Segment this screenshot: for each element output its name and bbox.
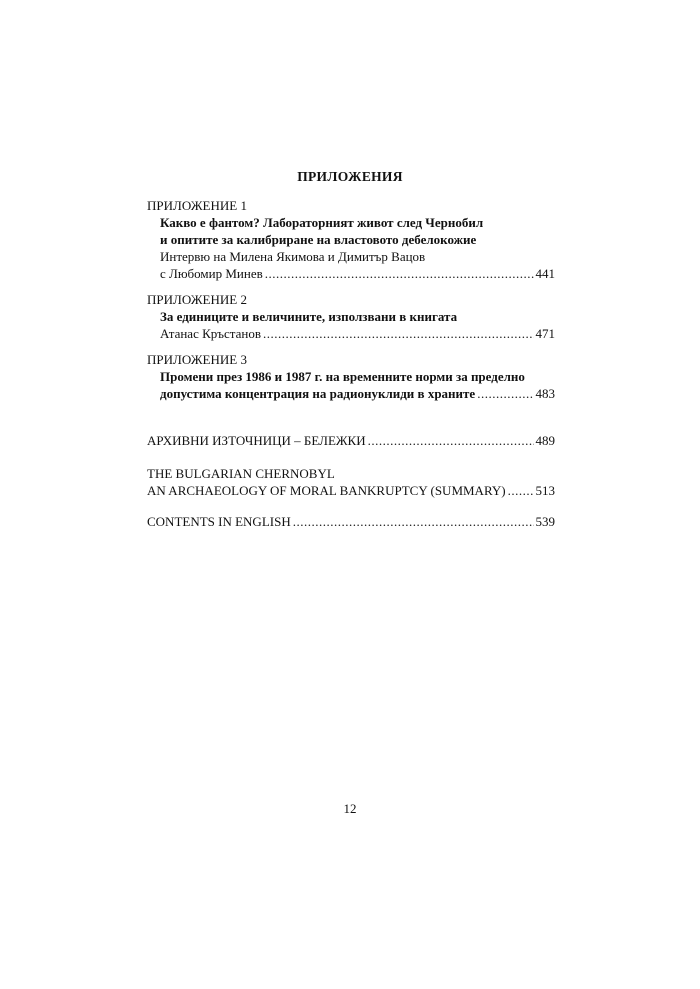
appendix-title-line: За единиците и величините, използвани в книгата xyxy=(160,309,458,324)
section-title: THE BULGARIAN CHERNOBYL xyxy=(147,466,335,481)
dot-leader xyxy=(368,432,534,449)
toc-leader-line xyxy=(147,325,555,342)
toc-leader-line xyxy=(147,432,555,449)
page-number: 12 xyxy=(343,801,357,816)
section-title: АРХИВНИ ИЗТОЧНИЦИ – БЕЛЕЖКИ xyxy=(147,433,366,448)
appendix-label: ПРИЛОЖЕНИЕ 1 xyxy=(147,198,247,213)
appendix-author-line: с Любомир Минев xyxy=(160,266,263,281)
toc-entry-appendix-1 xyxy=(147,197,555,282)
dot-leader xyxy=(263,325,534,342)
page-ref: 513 xyxy=(535,483,555,498)
page-ref: 471 xyxy=(535,326,555,341)
appendix-title-line: допустима концентрация на радионуклиди в храните xyxy=(160,386,476,401)
page-ref: 441 xyxy=(535,266,555,281)
section-title: AN ARCHAEOLOGY OF MORAL BANKRUPTCY (SUMMARY) xyxy=(147,483,506,498)
toc-leader-line xyxy=(147,265,555,282)
page-ref: 489 xyxy=(535,433,555,448)
appendix-title-line: Какво е фантом? Лабораторният живот след Чернобил xyxy=(160,215,484,230)
appendix-author-line: Атанас Кръстанов xyxy=(160,326,261,341)
dot-leader xyxy=(293,513,534,530)
toc-entry-appendix-3 xyxy=(147,351,555,402)
appendix-title-line: Промени през 1986 и 1987 г. на временните норми за пределно xyxy=(160,369,525,384)
appendix-title-line: и опитите за калибриране на властовото дебелокожие xyxy=(160,232,477,247)
page-ref: 483 xyxy=(535,386,555,401)
page-ref: 539 xyxy=(535,514,555,529)
dot-leader xyxy=(265,265,534,282)
appendix-label: ПРИЛОЖЕНИЕ 3 xyxy=(147,352,247,367)
appendix-label: ПРИЛОЖЕНИЕ 2 xyxy=(147,292,247,307)
toc-entry-contents-english xyxy=(147,513,555,530)
toc-entry-summary xyxy=(147,465,555,499)
page-title: ПРИЛОЖЕНИЯ xyxy=(297,169,403,184)
toc-entry-archive-sources xyxy=(147,432,555,449)
toc-leader-line xyxy=(147,385,555,402)
section-title: CONTENTS IN ENGLISH xyxy=(147,514,291,529)
dot-leader xyxy=(508,482,534,499)
toc-entry-appendix-2 xyxy=(147,291,555,342)
toc-leader-line xyxy=(147,513,555,530)
dot-leader xyxy=(477,385,533,402)
toc-leader-line xyxy=(147,482,555,499)
appendix-author-line: Интервю на Милена Якимова и Димитър Вацов xyxy=(160,249,426,264)
